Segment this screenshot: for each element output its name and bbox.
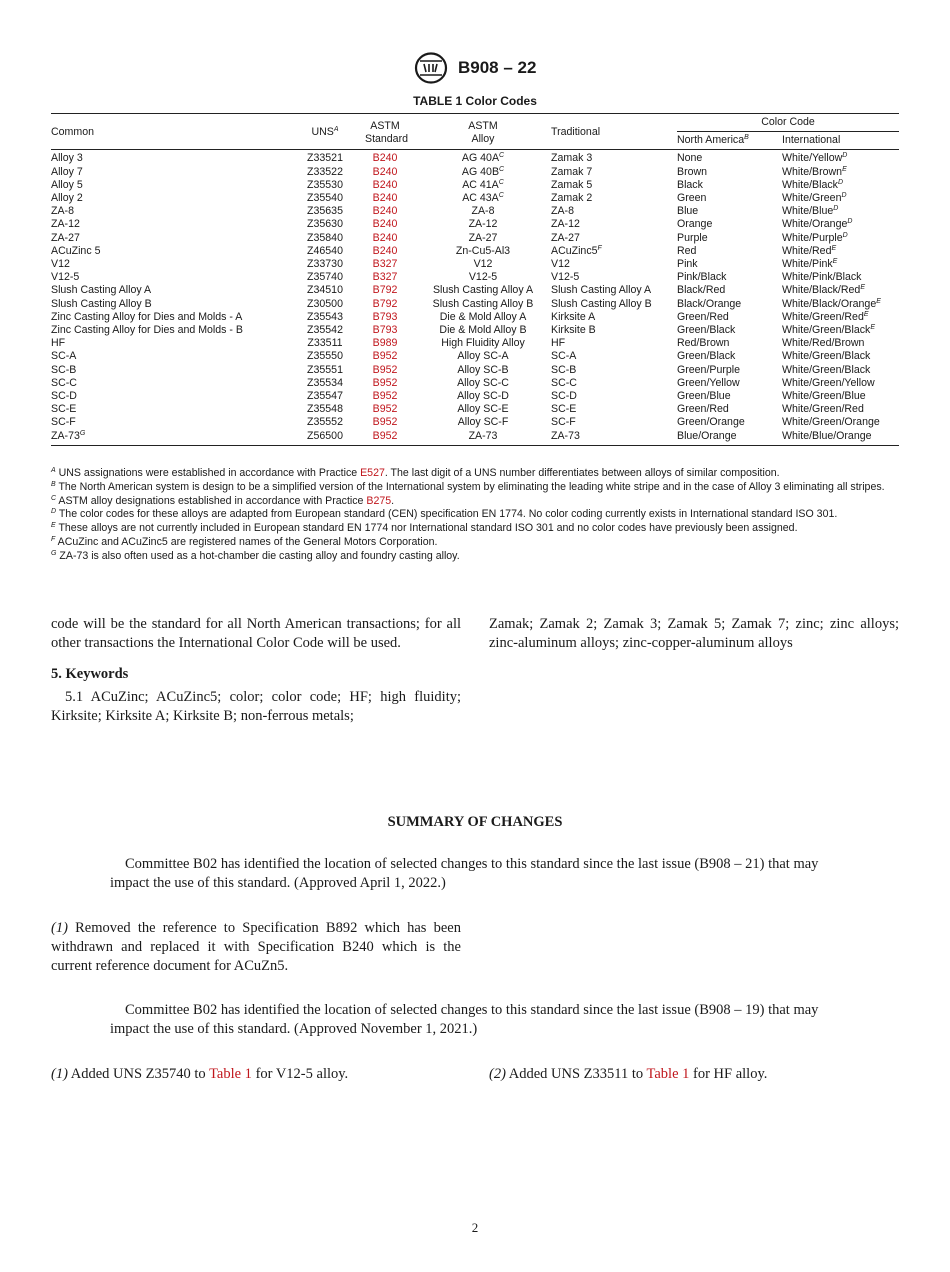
document-header bbox=[0, 52, 950, 84]
cell-north-america: Orange bbox=[677, 218, 713, 231]
cell-astm-standard-link bbox=[355, 245, 415, 258]
cell-uns: Z35534 bbox=[307, 376, 343, 389]
standard-link[interactable]: B240 bbox=[372, 244, 398, 257]
cell-north-america: Black/Orange bbox=[677, 297, 742, 310]
table-1-link[interactable]: Table 1 bbox=[646, 1066, 690, 1082]
cell-international: White/Brown$^E$ bbox=[782, 165, 847, 178]
cell-astm-alloy: Die & Mold Alloy A bbox=[439, 310, 527, 323]
committee-statement-2: Committee B02 has identified the location of selected changes to this standard since the last issue (B908 – 19) that may impact the use of this standard. (Approved November 1, 2021.) bbox=[110, 1002, 819, 1037]
cell-astm-standard-link bbox=[355, 377, 415, 390]
cell-traditional: V12 bbox=[551, 258, 570, 271]
cell-common: ZA-8 bbox=[51, 205, 74, 218]
cell-north-america: Pink bbox=[677, 258, 698, 271]
cell-uns: Z35543 bbox=[307, 310, 343, 323]
cell-astm-standard-link bbox=[355, 311, 415, 324]
cell-uns: Z33730 bbox=[307, 258, 343, 271]
cell-astm-alloy: High Fluidity Alloy bbox=[441, 337, 525, 350]
cell-uns: Z33522 bbox=[307, 165, 343, 178]
change-text: Removed the reference to Specification B892 which has been withdrawn and replaced it with Specification B240 which is the current reference document for ACuZn5. bbox=[51, 920, 461, 974]
cell-uns: Z56500 bbox=[295, 430, 355, 446]
cell-north-america: Green/Orange bbox=[677, 416, 745, 429]
table-row bbox=[51, 416, 899, 429]
cell-international: White/Green$^D$ bbox=[782, 192, 847, 205]
cell-common: ZA-12 bbox=[51, 218, 80, 231]
cell-common: Zinc Casting Alloy for Dies and Molds - B bbox=[51, 324, 243, 337]
cell-north-america: Red bbox=[677, 244, 697, 257]
cell-astm-alloy: AC $43A^C$ bbox=[462, 192, 504, 205]
table-footnotes bbox=[51, 467, 899, 564]
cell-astm-alloy: ZA-27 bbox=[468, 231, 498, 244]
cell-astm-alloy: Die & Mold Alloy B bbox=[439, 324, 527, 337]
cell-common: HF bbox=[51, 337, 66, 350]
cell-common: Zinc Casting Alloy for Dies and Molds - A bbox=[51, 310, 243, 323]
cell-astm-standard-link bbox=[355, 218, 415, 231]
cell-astm-alloy: Zn-Cu5-Al3 bbox=[455, 244, 511, 257]
change-text: for V12-5 alloy. bbox=[255, 1066, 349, 1082]
cell-common: Alloy 5 bbox=[51, 178, 83, 191]
cell-traditional: ZA-12 bbox=[551, 218, 580, 231]
standard-link[interactable]: B240 bbox=[372, 178, 398, 191]
cell-common: SC-D bbox=[51, 390, 77, 403]
table-row bbox=[51, 390, 899, 403]
cell-astm-standard-link bbox=[355, 192, 415, 205]
cell-traditional: SC-C bbox=[551, 376, 577, 389]
cell-astm-alloy: V12-5 bbox=[468, 271, 498, 284]
header-traditional: Traditional bbox=[551, 114, 677, 150]
cell-astm-standard-link bbox=[355, 205, 415, 218]
footnote: $^C$ ASTM alloy designations established in accordance with Practice B275. bbox=[51, 494, 395, 507]
table-row bbox=[51, 258, 899, 271]
cell-astm-alloy: AG $40A^C$ bbox=[461, 152, 505, 165]
table-row bbox=[51, 350, 899, 363]
cell-uns: Z34510 bbox=[307, 284, 343, 297]
cell-traditional: Zamak 3 bbox=[551, 152, 593, 165]
table-title: TABLE 1 Color Codes bbox=[413, 94, 537, 108]
table-row bbox=[51, 192, 899, 205]
standard-link[interactable]: B952 bbox=[372, 376, 398, 389]
cell-astm-standard-link bbox=[355, 232, 415, 245]
table-row bbox=[51, 166, 899, 179]
table-row bbox=[51, 150, 899, 166]
cell-international: White/Pink$^E$ bbox=[782, 258, 838, 271]
cell-north-america: Green/Black bbox=[677, 350, 736, 363]
cell-traditional: SC-B bbox=[551, 363, 577, 376]
keywords-text: 5.1 ACuZinc; ACuZinc5; color; color code; HF; high fluidity; Kirksite; Kirksite A; Kirksite B; non-ferrous metals; bbox=[51, 689, 461, 724]
cell-traditional: V12-5 bbox=[551, 271, 580, 284]
table-row bbox=[51, 430, 899, 446]
cell-international: White/Red$^E$ bbox=[782, 244, 837, 257]
standard-link[interactable]: B952 bbox=[372, 403, 398, 416]
keywords-continuation: Zamak; Zamak 2; Zamak 3; Zamak 5; Zamak 7; zinc; zinc alloys; zinc-aluminum alloys; zinc-copper-aluminum alloys bbox=[489, 616, 899, 651]
cell-astm-alloy: ZA-73 bbox=[415, 430, 551, 446]
cell-uns: Z35840 bbox=[307, 231, 343, 244]
cell-north-america: Green bbox=[677, 192, 707, 205]
cell-astm-alloy: AG $40B^C$ bbox=[461, 165, 505, 178]
cell-traditional: SC-A bbox=[551, 350, 577, 363]
cell-astm-standard-link bbox=[355, 271, 415, 284]
cell-uns: Z35550 bbox=[307, 350, 343, 363]
footnote: $^F$ ACuZinc and ACuZinc5 are registered names of the General Motors Corporation. bbox=[51, 535, 438, 548]
cell-astm-standard-link bbox=[355, 179, 415, 192]
cell-traditional: Zamak 7 bbox=[551, 165, 593, 178]
standard-link[interactable]: B793 bbox=[372, 324, 398, 337]
cell-north-america: Red/Brown bbox=[677, 337, 730, 350]
cell-uns: Z35540 bbox=[307, 192, 343, 205]
change-number: (1) bbox=[51, 920, 68, 936]
cell-international: White/Black/Orange$^E$ bbox=[782, 297, 881, 310]
cell-international: White/Red/Brown bbox=[782, 337, 865, 350]
cell-north-america: Green/Yellow bbox=[677, 376, 740, 389]
table-row bbox=[51, 377, 899, 390]
standard-link[interactable]: B327 bbox=[372, 271, 398, 284]
change-text: for HF alloy. bbox=[693, 1066, 768, 1082]
standard-designation: B908 – 22 bbox=[458, 58, 537, 77]
cell-traditional: $ACuZinc5^F$ bbox=[551, 244, 602, 257]
cell-astm-alloy: V12 bbox=[473, 258, 493, 271]
cell-international: White/Blue/Orange bbox=[782, 430, 899, 446]
cell-astm-standard-link bbox=[355, 416, 415, 429]
footnote: $^E$ These alloys are not currently included in European standard EN 1774 nor International standard ISO 301 and no color codes have previously been assigned. bbox=[51, 522, 798, 535]
cell-uns: Z30500 bbox=[307, 297, 343, 310]
cell-north-america: Green/Red bbox=[677, 310, 729, 323]
table-row bbox=[51, 245, 899, 258]
footnote: $^A$ UNS assignations were established in accordance with Practice E527. The last digit of a UNS number differentiates between alloys of similar composition. bbox=[51, 467, 780, 479]
cell-common: ACuZinc 5 bbox=[51, 244, 101, 257]
cell-traditional: Kirksite A bbox=[551, 310, 596, 323]
table-row bbox=[51, 364, 899, 377]
practice-link[interactable]: E527 bbox=[360, 467, 385, 479]
cell-traditional: Zamak 2 bbox=[551, 192, 593, 205]
standard-link[interactable]: B952 bbox=[372, 416, 398, 429]
left-column bbox=[51, 615, 461, 726]
cell-astm-alloy: Alloy SC-C bbox=[457, 376, 509, 389]
cell-astm-alloy: ZA-12 bbox=[468, 218, 498, 231]
cell-common: V12-5 bbox=[51, 271, 80, 284]
cell-international: White/Purple$^D$ bbox=[782, 231, 848, 244]
right-column bbox=[489, 615, 899, 653]
standard-link[interactable]: B952 bbox=[372, 363, 398, 376]
cell-uns: Z33511 bbox=[307, 337, 343, 350]
cell-common: Slush Casting Alloy A bbox=[51, 284, 152, 297]
color-codes-table bbox=[51, 113, 899, 446]
cell-traditional: Slush Casting Alloy B bbox=[551, 297, 652, 310]
cell-north-america: Green/Red bbox=[677, 403, 729, 416]
cell-international: White/Orange$^D$ bbox=[782, 218, 853, 231]
cell-uns: Z35630 bbox=[307, 218, 343, 231]
header-color-code: Color Code bbox=[677, 114, 899, 133]
cell-international: White/Pink/Black bbox=[782, 271, 862, 284]
change-number: (1) bbox=[51, 1066, 68, 1082]
table-row bbox=[51, 298, 899, 311]
cell-uns: Z35530 bbox=[307, 178, 343, 191]
cell-international: White/Green/Blue bbox=[782, 390, 866, 403]
page-number: 2 bbox=[471, 1220, 479, 1235]
cell-traditional: SC-F bbox=[551, 416, 576, 429]
cell-traditional: ZA-27 bbox=[551, 231, 580, 244]
cell-common: V12 bbox=[51, 258, 70, 271]
summary-title: SUMMARY OF CHANGES bbox=[387, 814, 563, 830]
cell-traditional: Slush Casting Alloy A bbox=[551, 284, 652, 297]
cell-uns: Z35635 bbox=[307, 205, 343, 218]
cell-astm-alloy: Slush Casting Alloy A bbox=[432, 284, 534, 297]
cell-international: White/Blue$^D$ bbox=[782, 205, 839, 218]
cell-uns: Z33521 bbox=[307, 152, 343, 165]
standard-link[interactable]: B240 bbox=[372, 231, 398, 244]
header-astm-alloy: ASTM Alloy bbox=[415, 114, 551, 150]
header-common: Common bbox=[51, 114, 295, 150]
cell-astm-standard-link bbox=[355, 350, 415, 363]
table-row bbox=[51, 179, 899, 192]
cell-north-america: Green/Purple bbox=[677, 363, 741, 376]
cell-uns: Z35551 bbox=[307, 363, 343, 376]
cell-traditional: SC-D bbox=[551, 390, 577, 403]
standard-link[interactable]: B793 bbox=[372, 310, 398, 323]
cell-traditional: Kirksite B bbox=[551, 324, 596, 337]
cell-uns: Z35552 bbox=[307, 416, 343, 429]
footnote: $^B$ The North American system is design to be a simplified version of the International system by eliminating the leading white stripe and in the case of Alloy 3 eliminating all stripes. bbox=[51, 480, 885, 493]
cell-astm-standard-link bbox=[355, 364, 415, 377]
cell-north-america: Black/Red bbox=[677, 284, 726, 297]
cell-international: White/Green/Black bbox=[782, 363, 871, 376]
standard-link[interactable]: B792 bbox=[372, 284, 398, 297]
cell-astm-alloy: ZA-8 bbox=[471, 205, 495, 218]
table-row bbox=[51, 218, 899, 231]
cell-uns: Z35740 bbox=[307, 271, 343, 284]
standard-link[interactable]: B327 bbox=[372, 258, 398, 271]
cell-north-america: Brown bbox=[677, 165, 708, 178]
keywords-heading: 5. Keywords bbox=[51, 666, 129, 682]
cell-uns: Z35548 bbox=[307, 403, 343, 416]
table-row bbox=[51, 311, 899, 324]
cell-common: Alloy 7 bbox=[51, 165, 83, 178]
cell-astm-standard-link bbox=[355, 298, 415, 311]
footnote: $^G$ ZA-73 is also often used as a hot-chamber die casting alloy and foundry casting alloy. bbox=[51, 549, 460, 562]
cell-common: Alloy 2 bbox=[51, 192, 83, 205]
cell-uns: Z46540 bbox=[307, 244, 343, 257]
header-uns: $UNS^A$ bbox=[295, 114, 355, 150]
cell-north-america: Green/Black bbox=[677, 324, 736, 337]
cell-common: SC-B bbox=[51, 363, 77, 376]
cell-north-america: Blue bbox=[677, 205, 699, 218]
cell-north-america: Purple bbox=[677, 231, 708, 244]
committee-statement-1: Committee B02 has identified the location of selected changes to this standard since the last issue (B908 – 21) that may impact the use of this standard. (Approved April 1, 2022.) bbox=[110, 856, 819, 891]
change-text: Added UNS Z33511 to bbox=[508, 1066, 644, 1082]
cell-common: Alloy 3 bbox=[51, 152, 83, 165]
cell-astm-alloy: Alloy SC-B bbox=[457, 363, 509, 376]
change-text: Added UNS Z35740 to bbox=[70, 1066, 206, 1082]
cell-astm-standard-link bbox=[355, 166, 415, 179]
cell-international: White/Green/Orange bbox=[782, 416, 880, 429]
cell-astm-alloy: Alloy SC-E bbox=[457, 403, 509, 416]
practice-link[interactable]: B275 bbox=[366, 494, 392, 507]
cell-traditional: ZA-73 bbox=[551, 430, 677, 446]
cell-astm-standard-link bbox=[355, 337, 415, 350]
footnote: $^D$ The color codes for these alloys are adapted from European standard (CEN) specification EN 1774. No color coding currently exists in International standard ISO 301. bbox=[51, 508, 838, 521]
cell-uns: Z35547 bbox=[307, 390, 343, 403]
cell-north-america: None bbox=[677, 152, 703, 165]
change-item bbox=[51, 919, 461, 976]
cell-international: White/Green/Black$^E$ bbox=[782, 324, 875, 337]
table-row bbox=[51, 205, 899, 218]
cell-astm-standard-link bbox=[355, 150, 415, 166]
cell-international: White/Black/Red$^E$ bbox=[782, 284, 865, 297]
cell-common: SC-E bbox=[51, 403, 77, 416]
cell-common: SC-C bbox=[51, 376, 77, 389]
cell-common: Slush Casting Alloy B bbox=[51, 297, 152, 310]
standard-link[interactable]: B989 bbox=[372, 337, 398, 350]
cell-astm-standard-link bbox=[355, 430, 415, 446]
cell-astm-standard-link bbox=[355, 258, 415, 271]
table-row bbox=[51, 271, 899, 284]
cell-common: SC-A bbox=[51, 350, 77, 363]
cell-astm-alloy: Slush Casting Alloy B bbox=[432, 297, 534, 310]
cell-traditional: Zamak 5 bbox=[551, 178, 593, 191]
cell-common: $ZA-73^G$ bbox=[51, 430, 295, 446]
table-row bbox=[51, 284, 899, 297]
standard-link[interactable]: B240 bbox=[372, 192, 398, 205]
cell-international: White/Green/Red$^E$ bbox=[782, 310, 869, 323]
astm-logo-icon bbox=[414, 52, 448, 84]
cell-astm-standard-link bbox=[355, 390, 415, 403]
cell-traditional: HF bbox=[551, 337, 566, 350]
cell-common: SC-F bbox=[51, 416, 76, 429]
table-row bbox=[51, 403, 899, 416]
cell-north-america: Black bbox=[677, 178, 703, 191]
cell-uns: Z35542 bbox=[307, 324, 343, 337]
cell-astm-alloy: Alloy SC-A bbox=[457, 350, 509, 363]
cell-international: White/Green/Black bbox=[782, 350, 871, 363]
cell-astm-alloy: Alloy SC-F bbox=[457, 416, 509, 429]
cell-astm-standard-link bbox=[355, 403, 415, 416]
cell-north-america: Pink/Black bbox=[677, 271, 727, 284]
standard-link[interactable]: B952 bbox=[372, 429, 398, 442]
cell-astm-standard-link bbox=[355, 284, 415, 297]
table-row bbox=[51, 337, 899, 350]
header-astm-standard: ASTM Standard bbox=[355, 114, 415, 150]
standard-link[interactable]: B952 bbox=[372, 350, 398, 363]
table-row bbox=[51, 232, 899, 245]
change-number: (2) bbox=[489, 1066, 506, 1082]
cell-astm-standard-link bbox=[355, 324, 415, 337]
cell-traditional: ZA-8 bbox=[551, 205, 574, 218]
cell-international: White/Black$^D$ bbox=[782, 178, 843, 191]
cell-north-america: Blue/Orange bbox=[677, 430, 782, 446]
standard-link[interactable]: B240 bbox=[372, 152, 398, 165]
standard-link[interactable]: B240 bbox=[372, 205, 398, 218]
change-item bbox=[51, 1065, 461, 1084]
cell-international: White/Green/Yellow bbox=[782, 376, 875, 389]
table-row bbox=[51, 324, 899, 337]
cell-astm-alloy: AC $41A^C$ bbox=[462, 178, 504, 191]
cell-common: ZA-27 bbox=[51, 231, 80, 244]
cell-international: White/Yellow$^D$ bbox=[782, 152, 848, 165]
cell-astm-alloy: Alloy SC-D bbox=[457, 390, 509, 403]
standard-link[interactable]: B952 bbox=[372, 390, 398, 403]
standard-link[interactable]: B240 bbox=[372, 165, 398, 178]
header-international: International bbox=[782, 134, 841, 147]
cell-international: White/Green/Red bbox=[782, 403, 864, 416]
standard-link[interactable]: B240 bbox=[372, 218, 398, 231]
header-north-america: North America$^B$ bbox=[677, 134, 749, 147]
cell-traditional: SC-E bbox=[551, 403, 577, 416]
continuation-text: code will be the standard for all North American transactions; for all other transactions the International Color Code will be used. bbox=[51, 616, 461, 651]
table-1-link[interactable]: Table 1 bbox=[209, 1066, 252, 1082]
change-item bbox=[489, 1065, 899, 1084]
standard-link[interactable]: B792 bbox=[372, 297, 398, 310]
cell-north-america: Green/Blue bbox=[677, 390, 731, 403]
